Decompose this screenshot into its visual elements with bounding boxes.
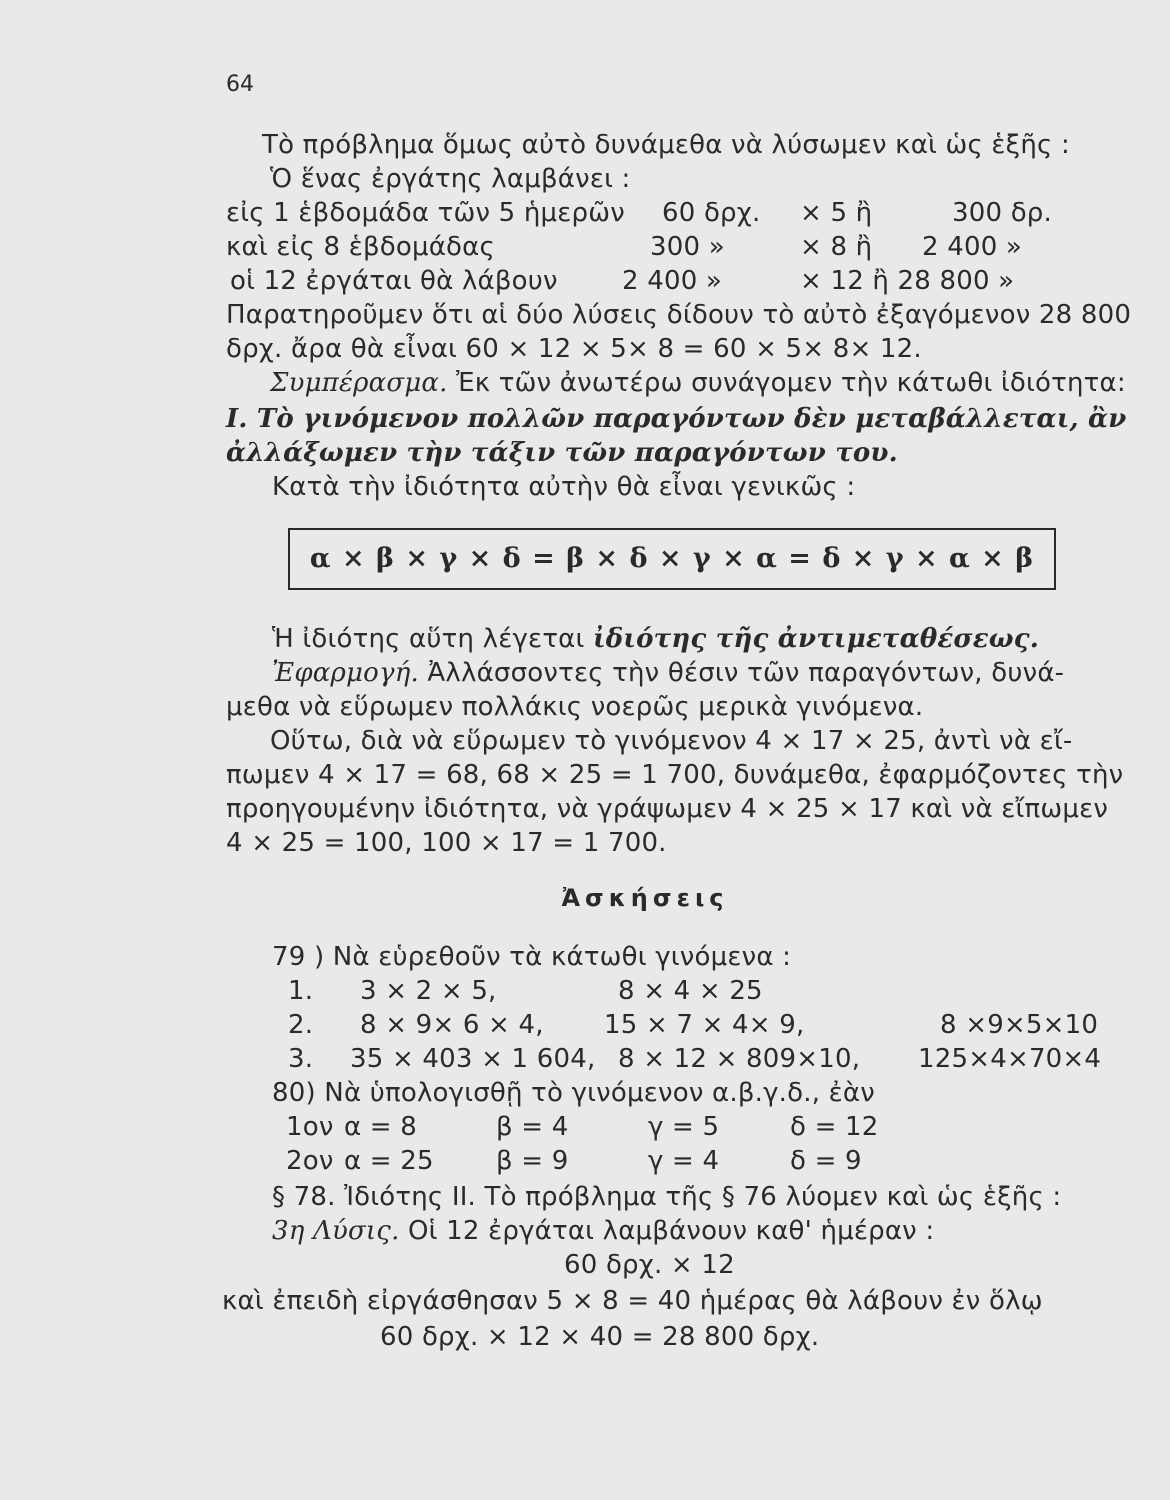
exercise-80-row-2-beta: β = 9 — [496, 1146, 569, 1176]
calc-row-3-amount: 2 400 » — [622, 266, 723, 296]
property-name-line — [272, 622, 1039, 656]
text-line-17: προηγουμένην ἰδιότητα, νὰ γράψωμεν 4 × 25 × 17 καὶ νὰ εἴπωμεν — [226, 794, 1109, 824]
exercise-80-title: 80) Νὰ ὑπολογισθῇ τὸ γινόμενον α.β.γ.δ., ἐὰν — [272, 1078, 875, 1108]
exercise-80-row-2-label: 2ον — [286, 1146, 334, 1176]
application-label: Ἐφαρμογή. — [272, 658, 419, 688]
exercise-80-row-1-delta: δ = 12 — [790, 1112, 879, 1142]
text-line-2: Ὁ ἕνας ἐργάτης λαμβάνει : — [270, 164, 631, 194]
solution-step-3: 60 δρχ. × 12 × 40 = 28 800 δρχ. — [380, 1322, 820, 1352]
text-line-6: Παρατηροῦμεν ὅτι αἱ δύο λύσεις δίδουν τὸ αὐτὸ ἐξαγόμενον 28 800 — [226, 300, 1132, 330]
conclusion-line — [270, 366, 1126, 400]
page-number: 64 — [226, 72, 254, 97]
exercise-79-row-3-a: 35 × 403 × 1 604, — [350, 1044, 596, 1074]
conclusion-label: Συμπέρασμα. — [270, 368, 448, 398]
text-line-1: Τὸ πρόβλημα ὅμως αὐτὸ δυνάμεθα νὰ λύσωμεν καὶ ὡς ἑξῆς : — [262, 130, 1070, 160]
application-text: Ἀλλάσσοντες τὴν θέσιν τῶν παραγόντων, δυνά- — [418, 658, 1065, 688]
exercise-79-row-3-b: 8 × 12 × 809×10, — [618, 1044, 861, 1074]
exercise-80-row-1-label: 1ον — [286, 1112, 334, 1142]
property-name-intro: Ἡ ἰδιότης αὕτη λέγεται — [272, 624, 593, 654]
exercise-79-row-2-b: 15 × 7 × 4× 9, — [604, 1010, 805, 1040]
property-statement-line-2: ἀλλάξωμεν τὴν τάξιν τῶν παραγόντων του. — [226, 438, 898, 468]
exercise-80-row-1-alpha: α = 8 — [344, 1112, 417, 1142]
exercise-80-row-2-delta: δ = 9 — [790, 1146, 862, 1176]
exercise-79-title: 79 ) Νὰ εὑρεθοῦν τὰ κάτωθι γινόμενα : — [272, 942, 792, 972]
exercise-79-row-2-number: 2. — [288, 1010, 314, 1040]
exercise-79-row-3-c: 125×4×70×4 — [918, 1044, 1102, 1074]
exercise-79-row-2-a: 8 × 9× 6 × 4, — [360, 1010, 544, 1040]
section-78-heading: § 78. Ἰδιότης II. Τὸ πρόβλημα τῆς § 76 λύομεν καὶ ὡς ἑξῆς : — [272, 1182, 1062, 1212]
exercise-79-row-2-c: 8 ×9×5×10 — [940, 1010, 1099, 1040]
solution-line — [272, 1214, 934, 1248]
solution-text: Οἱ 12 ἐργάται λαμβάνουν καθ' ἡμέραν : — [399, 1216, 935, 1246]
calc-row-2-label: καὶ εἰς 8 ἑβδομάδας — [226, 232, 495, 262]
solution-step-2: καὶ ἐπειδὴ εἰργάσθησαν 5 × 8 = 40 ἡμέρας θὰ λάβουν ἐν ὅλῳ — [222, 1286, 1043, 1316]
text-line-11: Κατὰ τὴν ἰδιότητα αὐτὴν θὰ εἶναι γενικῶς : — [272, 472, 856, 502]
conclusion-text: Ἐκ τῶν ἀνωτέρω συνάγομεν τὴν κάτωθι ἰδιότητα: — [447, 368, 1126, 398]
text-line-14: μεθα νὰ εὕρωμεν πολλάκις νοερῶς μερικὰ γινόμενα. — [226, 692, 924, 722]
calc-row-2-factor: × 8 ἢ — [800, 232, 873, 262]
text-line-18: 4 × 25 = 100, 100 × 17 = 1 700. — [226, 828, 667, 858]
text-line-15: Οὕτω, διὰ νὰ εὕρωμεν τὸ γινόμενον 4 × 17 × 25, ἀντὶ νὰ εἴ- — [270, 726, 1073, 756]
exercise-80-row-2-gamma: γ = 4 — [648, 1146, 720, 1176]
solution-label: 3η Λύσις. — [272, 1216, 400, 1246]
calc-row-2-result: 2 400 » — [922, 232, 1023, 262]
exercise-79-row-3-number: 3. — [288, 1044, 314, 1074]
property-name: ἰδιότης τῆς ἀντιμεταθέσεως. — [592, 624, 1039, 654]
exercise-79-row-1-a: 3 × 2 × 5, — [360, 976, 497, 1006]
exercise-80-row-2-alpha: α = 25 — [344, 1146, 434, 1176]
commutative-formula-box — [288, 528, 1056, 590]
exercise-79-row-1-b: 8 × 4 × 25 — [618, 976, 763, 1006]
exercise-80-row-1-gamma: γ = 5 — [648, 1112, 720, 1142]
text-line-7: δρχ. ἄρα θὰ εἶναι 60 × 12 × 5× 8 = 60 × 5× 8× 12. — [226, 334, 922, 364]
calc-row-2-amount: 300 » — [650, 232, 725, 262]
property-statement-line-1: I. Τὸ γινόμενον πολλῶν παραγόντων δὲν μεταβάλλεται, ἂν — [226, 404, 1127, 434]
exercise-80-row-1-beta: β = 4 — [496, 1112, 569, 1142]
exercise-79-row-1-number: 1. — [288, 976, 314, 1006]
commutative-formula: α × β × γ × δ = β × δ × γ × α = δ × γ × α × β — [309, 543, 1035, 574]
text-line-16: πωμεν 4 × 17 = 68, 68 × 25 = 1 700, δυνάμεθα, ἐφαρμόζοντες τὴν — [226, 760, 1124, 790]
solution-step-1: 60 δρχ. × 12 — [564, 1250, 735, 1280]
calc-row-1-amount: 60 δρχ. — [662, 198, 761, 228]
calc-row-3-label: οἱ 12 ἐργάται θὰ λάβουν — [230, 266, 558, 296]
calc-row-1-factor: × 5 ἢ — [800, 198, 873, 228]
application-line — [272, 656, 1064, 690]
calc-row-1-result: 300 δρ. — [952, 198, 1052, 228]
calc-row-1-label: εἰς 1 ἑβδομάδα τῶν 5 ἡμερῶν — [226, 198, 625, 228]
exercises-heading: Ἀσκήσεις — [561, 884, 729, 912]
calc-row-3-factor-result: × 12 ἢ 28 800 » — [800, 266, 1015, 296]
